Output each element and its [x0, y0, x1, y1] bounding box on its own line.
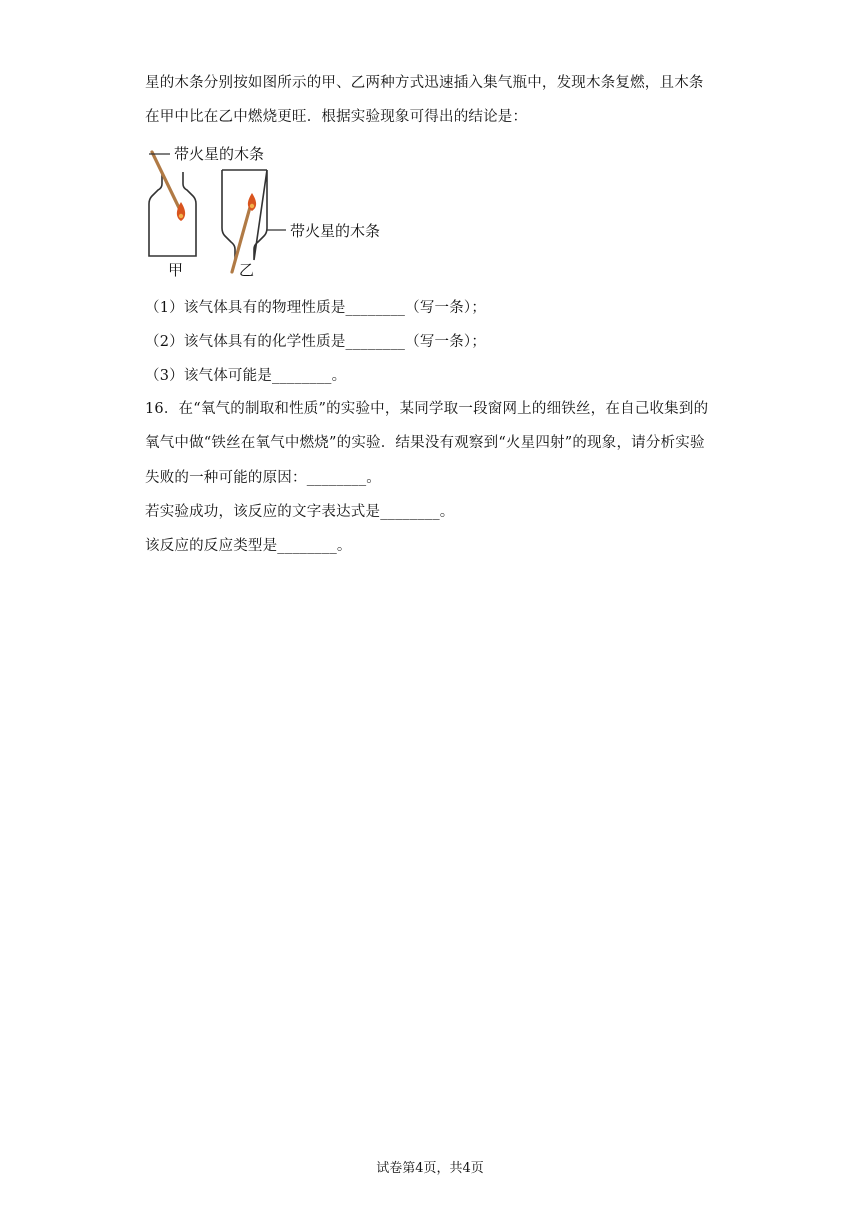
- label-stick-side: 带火星的木条: [290, 222, 381, 240]
- bottle-yi: [222, 170, 267, 260]
- page-footer: 试卷第4页，共4页: [376, 1161, 484, 1176]
- question-16-line-3: 失败的一种可能的原因：________。: [145, 470, 381, 486]
- question-16-line-1: 16．在“氧气的制取和性质”的实验中，某同学取一段窗网上的细铁丝，在自己收集到的: [145, 401, 709, 417]
- gas-bottles-diagram: [140, 142, 400, 282]
- label-jia: 甲: [168, 261, 184, 279]
- question-15-sub-1: （1）该气体具有的物理性质是________（写一条）；: [145, 300, 487, 316]
- question-15-intro-line-1: 星的木条分别按如图所示的甲、乙两种方式迅速插入集气瓶中，发现木条复燃，且木条: [145, 75, 704, 91]
- question-15-intro-line-2: 在甲中比在乙中燃烧更旺．根据实验现象可得出的结论是：: [145, 109, 528, 125]
- experiment-figure: [140, 142, 400, 282]
- question-16-line-4: 若实验成功，该反应的文字表达式是________。: [145, 504, 455, 520]
- question-16-line-5: 该反应的反应类型是________。: [145, 538, 352, 554]
- label-stick-top: 带火星的木条: [174, 145, 265, 163]
- label-yi: 乙: [239, 261, 255, 279]
- question-15-sub-2: （2）该气体具有的化学性质是________（写一条）；: [145, 334, 487, 350]
- question-15-sub-3: （3）该气体可能是________。: [145, 368, 347, 384]
- bottle-jia: [149, 172, 196, 256]
- question-16-line-2: 氧气中做“铁丝在氧气中燃烧”的实验．结果没有观察到“火星四射”的现象，请分析实验: [145, 435, 705, 451]
